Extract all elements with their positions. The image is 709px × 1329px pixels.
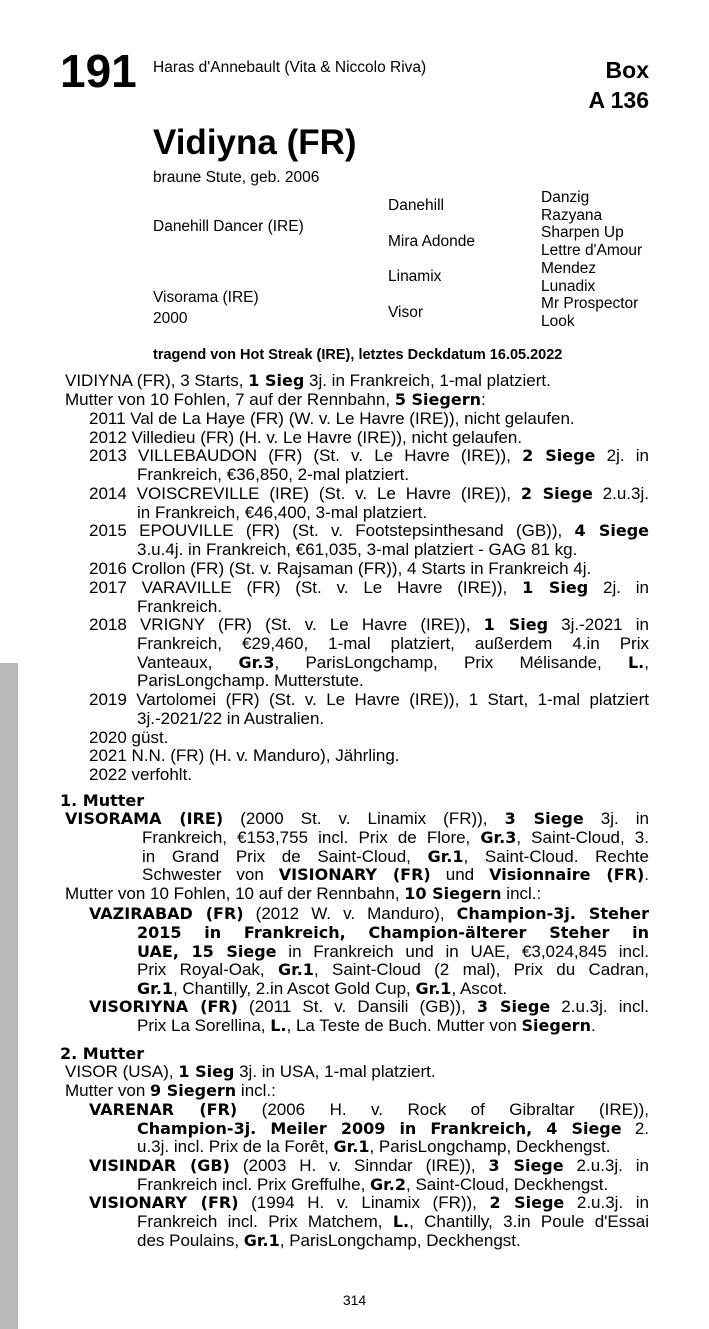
- pedigree-dam-year: 2000: [153, 310, 188, 327]
- foal-2020: 2020 güst.: [89, 728, 169, 747]
- mutter1-line1: VISORAMA (IRE) (2000 St. v. Linamix (FR)), 3 Siege 3j. in: [65, 809, 650, 828]
- mutter1-line2: Frankreich, €153,755 incl. Prix de Flore, Gr.3, Saint-Cloud, 3.: [142, 828, 649, 847]
- foal-2018-line4: ParisLongchamp. Mutterstute.: [137, 671, 364, 690]
- pedigree-gen2-4: Visor: [388, 304, 424, 321]
- foal-2017: 2017 VARAVILLE (FR) (St. v. Le Havre (IRE)), 1 Sieg 2j. in: [89, 578, 649, 597]
- pedigree-gen3-6: Lunadix: [541, 278, 596, 295]
- visoriyna-line2: Prix La Sorellina, L., La Teste de Buch. Mutter von Siegern.: [137, 1016, 596, 1035]
- mutter2-line2: Mutter von 9 Siegern incl.:: [65, 1081, 276, 1100]
- box-label: [588, 55, 649, 115]
- foal-2014: 2014 VOISCREVILLE (IRE) (St. v. Le Havre (IRE)), 2 Siege 2.u.3j.: [89, 484, 649, 503]
- visionary-line2: Frankreich incl. Prix Matchem, L., Chantilly, 3.in Poule d'Essai: [137, 1212, 649, 1231]
- foal-2012: 2012 Villedieu (FR) (H. v. Le Havre (IRE)), nicht gelaufen.: [89, 428, 523, 447]
- pedigree-gen3-7: Mr Prospector: [541, 295, 639, 312]
- vazirabad-line2: 2015 in Frankreich, Champion-älterer Steher in: [137, 923, 649, 942]
- foal-2011: 2011 Val de La Haye (FR) (W. v. Le Havre (IRE)), nicht gelaufen.: [89, 409, 575, 428]
- record-intro: VIDIYNA (FR), 3 Starts, 1 Sieg 3j. in Frankreich, 1-mal platziert.: [65, 371, 551, 390]
- visindar-line1: VISINDAR (GB) (2003 H. v. Sinndar (IRE)), 3 Siege 2.u.3j. in: [89, 1156, 650, 1175]
- mutter1-summary: Mutter von 10 Fohlen, 10 auf der Rennbahn, 10 Siegern incl.:: [65, 884, 542, 903]
- lot-number: 191: [60, 45, 137, 97]
- vazirabad-line4: Prix Royal-Oak, Gr.1, Saint-Cloud (2 mal), Prix du Cadran,: [137, 960, 650, 979]
- box-line1: Box: [605, 57, 649, 83]
- box-line2: A 136: [588, 87, 649, 113]
- pregnancy-note: tragend von Hot Streak (IRE), letztes Deckdatum 16.05.2022: [153, 347, 563, 363]
- foal-2016: 2016 Crollon (FR) (St. v. Rajsaman (FR)), 4 Starts in Frankreich 4j.: [89, 559, 592, 578]
- visionary-line1: VISIONARY (FR) (1994 H. v. Linamix (FR)), 2 Siege 2.u.3j. in: [89, 1193, 649, 1212]
- page-number: 314: [342, 1292, 367, 1308]
- vazirabad-line5: Gr.1, Chantilly, 2.in Ascot Gold Cup, Gr.1, Ascot.: [137, 979, 508, 998]
- pedigree-dam: Visorama (IRE): [153, 289, 259, 306]
- visionary-line3: des Poulains, Gr.1, ParisLongchamp, Deckhengst.: [137, 1231, 521, 1250]
- foal-2018-line3: Vanteaux, Gr.3, ParisLongchamp, Prix Mélisande, L.,: [137, 653, 649, 672]
- breeder: Haras d'Annebault (Vita & Niccolo Riva): [153, 59, 427, 76]
- pedigree-sire: Danehill Dancer (IRE): [153, 218, 304, 235]
- record-mutter: Mutter von 10 Fohlen, 7 auf der Rennbahn, 5 Siegern:: [65, 390, 486, 409]
- visindar-line2: Frankreich incl. Prix Greffulhe, Gr.2, Saint-Cloud, Deckhengst.: [137, 1175, 609, 1194]
- vazirabad-line3: UAE, 15 Siege in Frankreich und in UAE, €3,024,845 incl.: [137, 942, 649, 961]
- sidebar-bar: [0, 663, 18, 1329]
- varenar-line1: VARENAR (FR) (2006 H. v. Rock of Gibraltar (IRE)),: [89, 1100, 649, 1119]
- pedigree-gen3-4: Lettre d'Amour: [541, 242, 643, 259]
- pedigree-gen3-5: Mendez: [541, 260, 597, 277]
- foal-2019-cont: 3j.-2021/22 in Australien.: [137, 709, 325, 728]
- mutter1-line3: in Grand Prix de Saint-Cloud, Gr.1, Saint-Cloud. Rechte: [142, 847, 649, 866]
- pedigree-gen2-3: Linamix: [388, 268, 442, 285]
- foal-2013: 2013 VILLEBAUDON (FR) (St. v. Le Havre (IRE)), 2 Siege 2j. in: [89, 446, 649, 465]
- pedigree-gen3-1: Danzig: [541, 189, 590, 206]
- pedigree-gen2-2: Mira Adonde: [388, 233, 476, 250]
- foal-2015-cont: 3.u.4j. in Frankreich, €61,035, 3-mal platziert - GAG 81 kg.: [137, 540, 578, 559]
- horse-name: Vidiyna (FR): [153, 123, 357, 162]
- section-heading-1-mutter: 1. Mutter: [60, 791, 145, 810]
- pedigree-gen2-1: Danehill: [388, 197, 445, 214]
- foal-2015: 2015 EPOUVILLE (FR) (St. v. Footstepsinthesand (GB)), 4 Siege: [89, 521, 650, 540]
- foal-2019: 2019 Vartolomei (FR) (St. v. Le Havre (IRE)), 1 Start, 1-mal platziert: [89, 690, 649, 709]
- varenar-line2: Champion-3j. Meiler 2009 in Frankreich, 4 Siege 2.: [137, 1119, 649, 1138]
- section-heading-2-mutter: 2. Mutter: [60, 1044, 145, 1063]
- foal-2013-cont: Frankreich, €36,850, 2-mal platziert.: [137, 465, 410, 484]
- foal-2018-line2: Frankreich, €29,460, 1-mal platziert, außerdem 4.in Prix: [137, 634, 649, 653]
- foal-2014-cont: in Frankreich, €46,400, 3-mal platziert.: [137, 503, 428, 522]
- vazirabad-line1: VAZIRABAD (FR) (2012 W. v. Manduro), Champion-3j. Steher: [89, 904, 649, 923]
- foal-2022: 2022 verfohlt.: [89, 765, 193, 784]
- mutter2-line1: VISOR (USA), 1 Sieg 3j. in USA, 1-mal platziert.: [65, 1062, 436, 1081]
- pedigree-gen3-2: Razyana: [541, 207, 603, 224]
- visoriyna-line1: VISORIYNA (FR) (2011 St. v. Dansili (GB)), 3 Siege 2.u.3j. incl.: [89, 997, 649, 1016]
- varenar-line3: u.3j. incl. Prix de la Forêt, Gr.1, ParisLongchamp, Deckhengst.: [137, 1137, 611, 1156]
- foal-2018: 2018 VRIGNY (FR) (St. v. Le Havre (IRE)), 1 Sieg 3j.-2021 in: [89, 615, 649, 634]
- foal-2017-cont: Frankreich.: [137, 597, 223, 616]
- horse-description: braune Stute, geb. 2006: [153, 169, 320, 186]
- pedigree-gen3-3: Sharpen Up: [541, 224, 624, 241]
- pedigree-gen3-8: Look: [541, 313, 575, 330]
- foal-2021: 2021 N.N. (FR) (H. v. Manduro), Jährling.: [89, 746, 400, 765]
- mutter1-line4: Schwester von VISIONARY (FR) und Visionnaire (FR).: [142, 865, 649, 884]
